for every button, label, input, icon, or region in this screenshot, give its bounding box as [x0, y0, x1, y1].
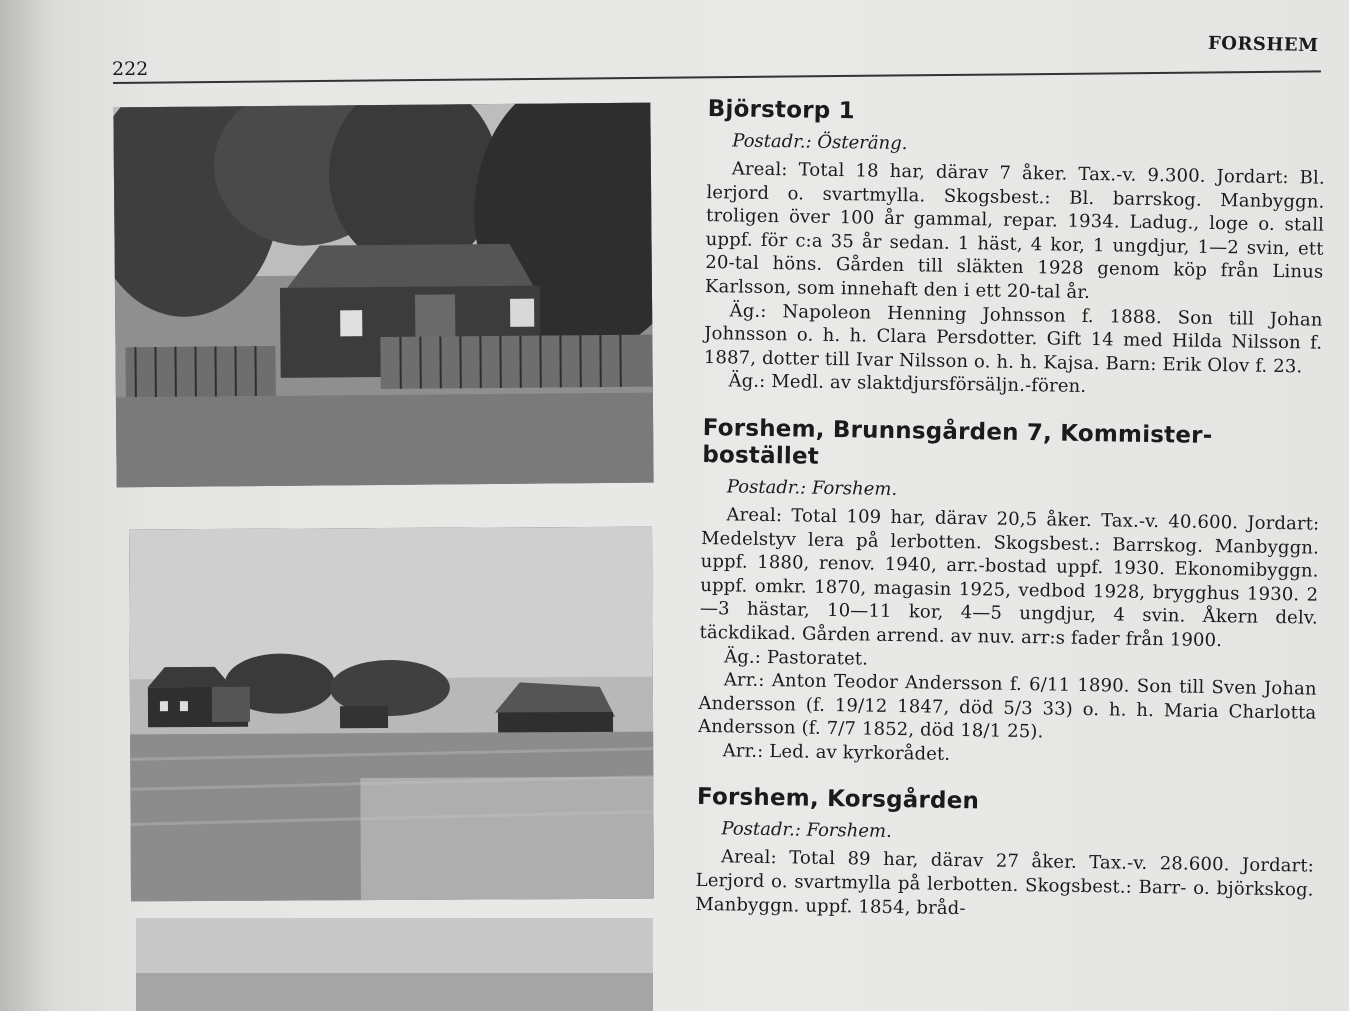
- entry-paragraph: Äg.: Pastoratet.: [724, 645, 869, 670]
- farm-buildings-across-field-photo-icon: [129, 527, 654, 902]
- entry-korsgarden: [695, 784, 1315, 925]
- entry-title: Forshem, Korsgården: [696, 784, 980, 815]
- page-number: 222: [112, 58, 149, 80]
- entry-brunnsgarden: [698, 415, 1321, 772]
- entry-paragraph: Areal: Total 18 har, därav 7 åker. Tax.-v. 9.300. Jordart: Bl. lerjord o. svartmylla. Skogsbest.: Bl. barrskog. Manbyggn. troligen över 100 år gammal, repar. 1934. Ladug., loge o. stall uppf. för c:a 35 år sedan. 1 häst, 4 kor, 1 ungdjur, 1—2 svin, ett 20-tal höns. Gården till släkten 1928 genom köp från Linus Karlsson, som innehaft den i ett 20-tal år.: [704, 158, 1325, 303]
- entry-paragraph: Arr.: Led. av kyrkorådet.: [722, 740, 951, 765]
- partial-field-photo-icon: [136, 918, 653, 1011]
- farm-field-photo: [129, 527, 654, 902]
- entry-title: Forshem, Brunnsgården 7, Kommister-bostället: [702, 414, 1213, 470]
- header-rule: [113, 70, 1321, 84]
- postal-address: Postadr.: Forshem.: [726, 476, 898, 500]
- entry-title: Björstorp 1: [707, 96, 856, 125]
- running-head: FORSHEM: [1208, 32, 1320, 57]
- text-column: [695, 96, 1326, 948]
- entry-paragraph: Arr.: Anton Teodor Andersson f. 6/11 1890. Son till Sven Johan Andersson (f. 19/12 1847, död 5/3 33) o. h. h. Maria Charlotta Andersson (f. 7/7 1852, död 18/1 25).: [697, 669, 1317, 743]
- entry-paragraph: Äg.: Medl. av slaktdjursförsäljn.-fören.: [728, 370, 1087, 398]
- postal-address: Postadr.: Österäng.: [732, 130, 908, 155]
- entry-paragraph: Areal: Total 109 har, därav 20,5 åker. Tax.-v. 40.600. Jordart: Medelstyv lera på lerbotten. Skogsbest.: Barrskog. Manbyggn. uppf. 1880, renov. 1940, arr.-bostad uppf. 1930. Ekonomibyggn. uppf. omkr. 1870, magasin 1925, vedbod 1928, brygghus 1930. 2—3 hästar, 10—11 kor, 4—5 ungdjur, 4 svin. Åkern delv. täckdikad. Gården arrend. av nuv. arr:s fader från 1900.: [699, 504, 1320, 652]
- farmhouse-photo: [113, 103, 653, 488]
- entry-paragraph: Äg.: Napoleon Henning Johnsson f. 1888. Son till Johan Johnsson o. h. h. Clara Persdotter. Gift 14 med Hilda Nilsson f. 1887, dotter till Ivar Nilsson o. h. h. Kajsa. Barn: Erik Olov f. 23.: [703, 299, 1323, 378]
- entry-bjorstorp: [703, 96, 1326, 403]
- postal-address: Postadr.: Forshem.: [721, 818, 892, 843]
- farmhouse-behind-fence-photo-icon: [113, 103, 653, 488]
- entry-paragraph: Areal: Total 89 har, därav 27 åker. Tax.-v. 28.600. Jordart: Lerjord o. svartmylla på lerbotten. Skogsbest.: Barr- o. björkskog. Manbyggn. uppf. 1854, bråd-: [695, 846, 1315, 919]
- partial-photo: [136, 918, 653, 1011]
